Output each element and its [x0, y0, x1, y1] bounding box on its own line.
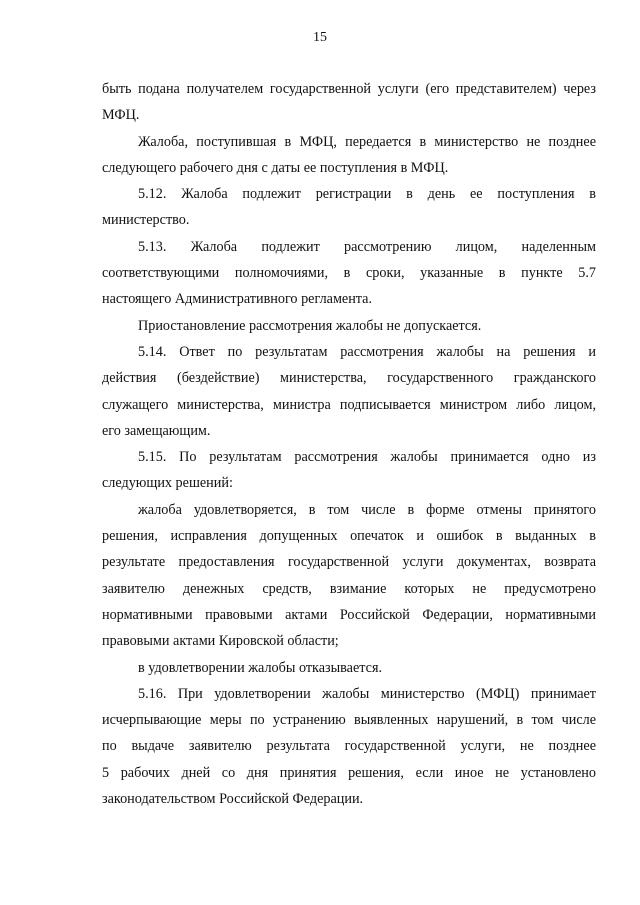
text-line: заявителю денежных средств, взимание которых не предусмотрено	[102, 580, 596, 597]
text-line: в удовлетворении жалобы отказывается.	[138, 659, 383, 676]
text-line: МФЦ.	[102, 107, 140, 124]
paragraph	[102, 444, 596, 497]
text-line: 5.14. Ответ по результатам рассмотрения жалобы на решения и	[138, 343, 596, 360]
paragraph	[102, 181, 596, 234]
paragraph	[102, 76, 596, 129]
paragraph	[102, 234, 596, 313]
text-line: Жалоба, поступившая в МФЦ, передается в министерство не позднее	[138, 133, 596, 150]
text-line: следующих решений:	[102, 475, 233, 492]
text-line: 5.16. При удовлетворении жалобы министерство (МФЦ) принимает	[138, 685, 596, 702]
text-line: соответствующими полномочиями, в сроки, указанные в пункте 5.7	[102, 265, 596, 282]
text-line: жалоба удовлетворяется, в том числе в форме отмены принятого	[138, 501, 596, 518]
page-number: 15	[313, 30, 327, 45]
text-line: 5.15. По результатам рассмотрения жалобы принимается одно из	[138, 449, 596, 466]
text-line: исчерпывающие меры по устранению выявленных нарушений, в том числе	[102, 712, 596, 729]
text-line: нормативными правовыми актами Российской Федерации, нормативными	[102, 606, 596, 623]
text-line: решения, исправления допущенных опечаток и ошибок в выданных в	[102, 528, 596, 545]
text-line: 5 рабочих дней со дня принятия решения, если иное не установлено	[102, 764, 596, 781]
text-line: министерство.	[102, 212, 190, 229]
paragraph	[102, 655, 596, 681]
text-line: Приостановление рассмотрения жалобы не допускается.	[138, 317, 482, 334]
paragraph	[102, 129, 596, 182]
text-line: 5.12. Жалоба подлежит регистрации в день ее поступления в	[138, 186, 596, 203]
text-line: результате предоставления государственной услуги документах, возврата	[102, 554, 596, 571]
text-line: по выдаче заявителю результата государственной услуги, не позднее	[102, 738, 596, 755]
text-line: его замещающим.	[102, 422, 211, 439]
document-body	[102, 76, 596, 812]
paragraph	[102, 681, 596, 812]
text-line: служащего министерства, министра подписывается министром либо лицом,	[102, 396, 596, 413]
paragraph	[102, 313, 596, 339]
text-line: настоящего Административного регламента.	[102, 291, 373, 308]
paragraph	[102, 497, 596, 655]
paragraph	[102, 339, 596, 444]
text-line: правовыми актами Кировской области;	[102, 633, 339, 650]
text-line: 5.13. Жалоба подлежит рассмотрению лицом, наделенным	[138, 238, 596, 255]
text-line: быть подана получателем государственной услуги (его представителем) через	[102, 81, 596, 97]
text-line: следующего рабочего дня с даты ее поступления в МФЦ.	[102, 159, 449, 176]
text-line: законодательством Российской Федерации.	[102, 791, 364, 808]
text-line: действия (бездействие) министерства, государственного гражданского	[102, 370, 596, 387]
